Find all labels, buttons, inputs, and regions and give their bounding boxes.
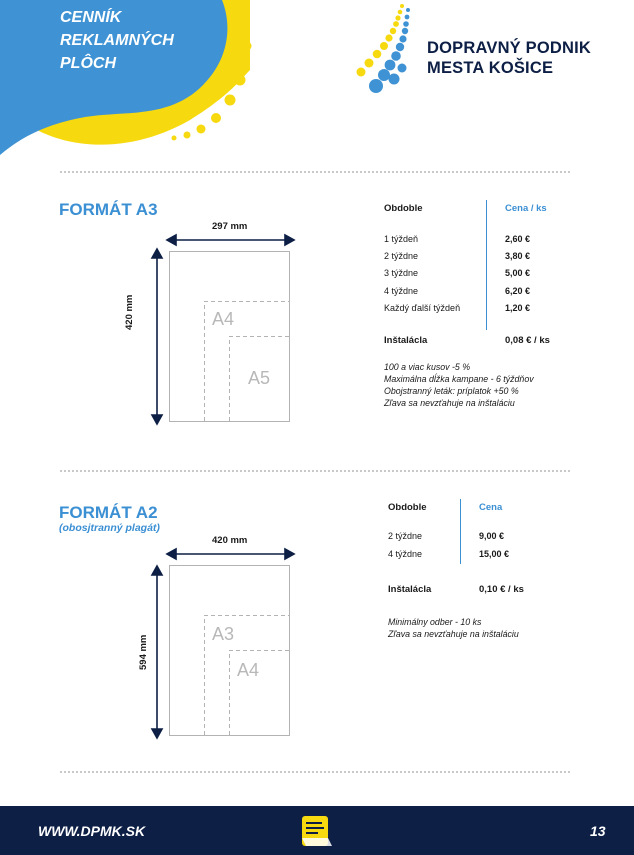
a3-row-price: 2,60 € <box>505 234 531 244</box>
a2-install-label: Inštalácla <box>388 584 432 595</box>
a2-inner-label-a3: A3 <box>212 624 235 644</box>
cover-title-line: PLÔCH <box>60 55 116 72</box>
a3-col-price: Cena / ks <box>505 203 547 214</box>
a3-table-divider <box>486 200 487 330</box>
a3-install-price: 0,08 € / ks <box>505 335 550 346</box>
a3-row-period: Každý ďalší týždeň <box>384 303 461 313</box>
a3-note: 100 a viac kusov -5 % <box>384 362 471 372</box>
a3-row-price: 5,00 € <box>505 268 531 278</box>
a3-note: Maximálna dĺžka kampane - 6 týždňov <box>384 374 534 384</box>
ticket-icon <box>298 814 336 850</box>
a3-row-price: 1,20 € <box>505 303 531 313</box>
a3-col-period: Obdoble <box>384 203 423 214</box>
a3-inner-label-a5: A5 <box>248 368 271 388</box>
a2-row-price: 9,00 € <box>479 531 505 541</box>
a2-col-period: Obdoble <box>388 502 427 513</box>
cover-title-line: REKLAMNÝCH <box>60 32 174 49</box>
a3-install-label: Inštalácla <box>384 335 428 346</box>
a3-row-period: 4 týždne <box>384 286 419 296</box>
a3-note: Obojstranný leták: príplatok +50 % <box>384 386 519 396</box>
a2-notes <box>388 616 519 640</box>
a2-row-period: 2 týždne <box>388 531 423 541</box>
a3-row-period: 2 týždne <box>384 251 419 261</box>
a2-row-price: 15,00 € <box>479 549 510 559</box>
a3-note: Zľava sa nevzťahuje na inštaláciu <box>384 398 515 408</box>
dotted-divider <box>60 171 570 173</box>
a3-notes <box>384 361 534 409</box>
a2-width-label: 420 mm <box>212 535 248 546</box>
a2-row-period: 4 týždne <box>388 549 423 559</box>
a2-col-price: Cena <box>479 502 503 513</box>
a2-note: Minimálny odber - 10 ks <box>388 617 482 627</box>
a3-width-label: 297 mm <box>212 221 248 232</box>
a3-inner-label-a4: A4 <box>212 309 235 329</box>
section-a3-title: FORMÁT A3 <box>59 200 158 219</box>
footer-url-link[interactable]: WWW.DPMK.SK <box>38 823 146 839</box>
a2-note: Zľava sa nevzťahuje na inštaláciu <box>388 629 519 639</box>
page-number: 13 <box>590 823 606 839</box>
a2-table-divider <box>460 499 461 564</box>
a3-row-price: 6,20 € <box>505 286 531 296</box>
a3-row-period: 1 týždeň <box>384 234 419 244</box>
company-name-line: DOPRAVNÝ PODNIK <box>427 39 592 57</box>
a2-install-price: 0,10 € / ks <box>479 584 524 595</box>
company-name <box>427 38 591 78</box>
cover-title <box>60 6 174 75</box>
dotted-divider <box>60 771 570 773</box>
a2-height-label: 594 mm <box>138 634 149 670</box>
company-logo-dots <box>352 0 424 102</box>
dotted-divider <box>60 470 570 472</box>
a3-height-label: 420 mm <box>124 294 135 330</box>
a3-row-price: 3,80 € <box>505 251 531 261</box>
company-name-line: MESTA KOŠICE <box>427 59 554 77</box>
section-a2-subtitle: (obosjtranný plagát) <box>59 522 160 534</box>
section-a2-title: FORMÁT A2 <box>59 503 158 522</box>
a3-row-period: 3 týždne <box>384 268 419 278</box>
a2-inner-label-a4: A4 <box>237 660 260 680</box>
cover-title-line: CENNÍK <box>60 9 122 26</box>
